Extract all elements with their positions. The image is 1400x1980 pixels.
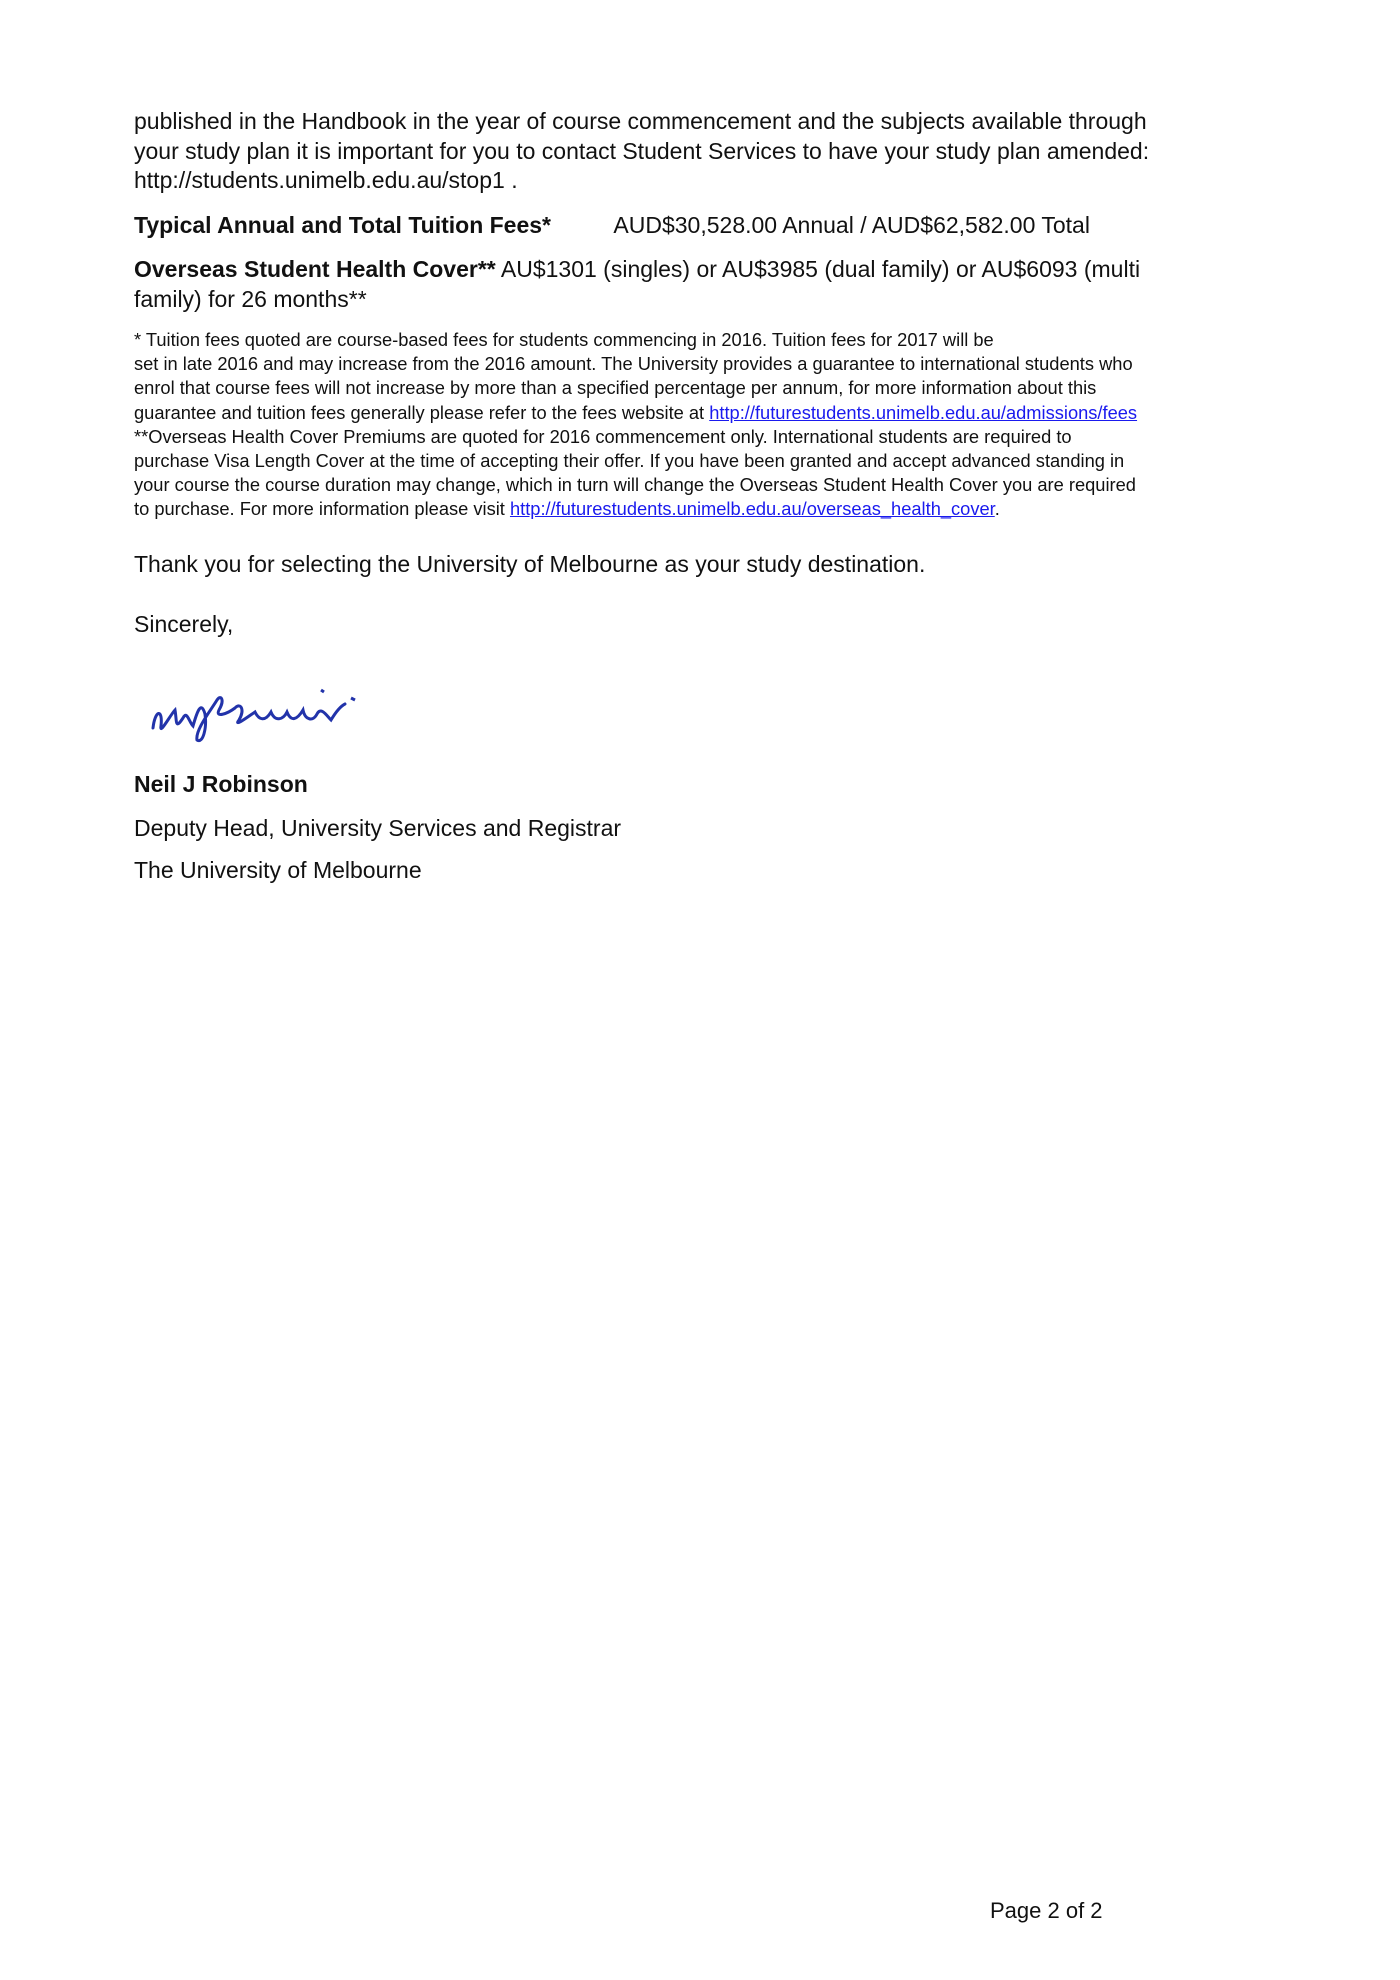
fees-website-link[interactable]: http://futurestudents.unimelb.edu.au/admissions/fees — [709, 401, 1138, 423]
footnote-line: * Tuition fees quoted are course-based fees for students commencing in 2016. Tuition fees for 2017 will be — [134, 329, 994, 350]
oshc-value-cont: family) for 26 months** — [134, 285, 367, 312]
intro-line: published in the Handbook in the year of course commencement and the subjects available through — [134, 108, 1147, 134]
tuition-fees-row — [134, 211, 1090, 241]
signature-image — [145, 670, 375, 750]
signatory-organization: The University of Melbourne — [134, 857, 422, 883]
oshc-label: Overseas Student Health Cover** — [134, 256, 496, 282]
footnote-line: set in late 2016 and may increase from the 2016 amount. The University provides a guarantee to international students who — [134, 353, 1133, 375]
footnote-line: enrol that course fees will not increase by more than a specified percentage per annum, for more information about this — [134, 377, 1097, 399]
footnote-line: guarantee and tuition fees generally please refer to the fees website at — [134, 401, 710, 423]
page-number: Page 2 of 2 — [990, 1898, 1103, 1923]
health-cover-link[interactable]: http://futurestudents.unimelb.edu.au/overseas_health_cover — [509, 498, 995, 520]
intro-line: http://students.unimelb.edu.au/stop1 . — [134, 167, 518, 193]
footnotes — [134, 328, 1137, 522]
footnote-line: purchase Visa Length Cover at the time of accepting their offer. If you have been granted and accept advanced standing in — [134, 450, 1125, 472]
footnote-end: . — [994, 498, 1000, 520]
sincerely-text: Sincerely, — [134, 611, 234, 637]
intro-line: your study plan it is important for you to contact Student Services to have your study plan amended: — [134, 137, 1150, 164]
tuition-fees-label: Typical Annual and Total Tuition Fees* — [134, 212, 552, 238]
oshc-value: AU$1301 (singles) or AU$3985 (dual family) or AU$6093 (multi — [495, 256, 1141, 282]
signatory-name: Neil J Robinson — [134, 771, 308, 797]
tuition-fees-value: AUD$30,528.00 Annual / AUD$62,582.00 Total — [613, 212, 1090, 238]
intro-paragraph — [134, 107, 1149, 196]
signatory-title: Deputy Head, University Services and Registrar — [134, 815, 622, 841]
thank-you-text: Thank you for selecting the University of Melbourne as your study destination. — [134, 551, 926, 577]
oshc-row — [134, 255, 1140, 314]
footnote-line: to purchase. For more information please visit — [134, 498, 510, 520]
footnote-line: **Overseas Health Cover Premiums are quoted for 2016 commencement only. International students are required to — [134, 425, 1072, 447]
footnote-line: your course the course duration may change, which in turn will change the Overseas Student Health Cover you are required — [134, 474, 1136, 496]
